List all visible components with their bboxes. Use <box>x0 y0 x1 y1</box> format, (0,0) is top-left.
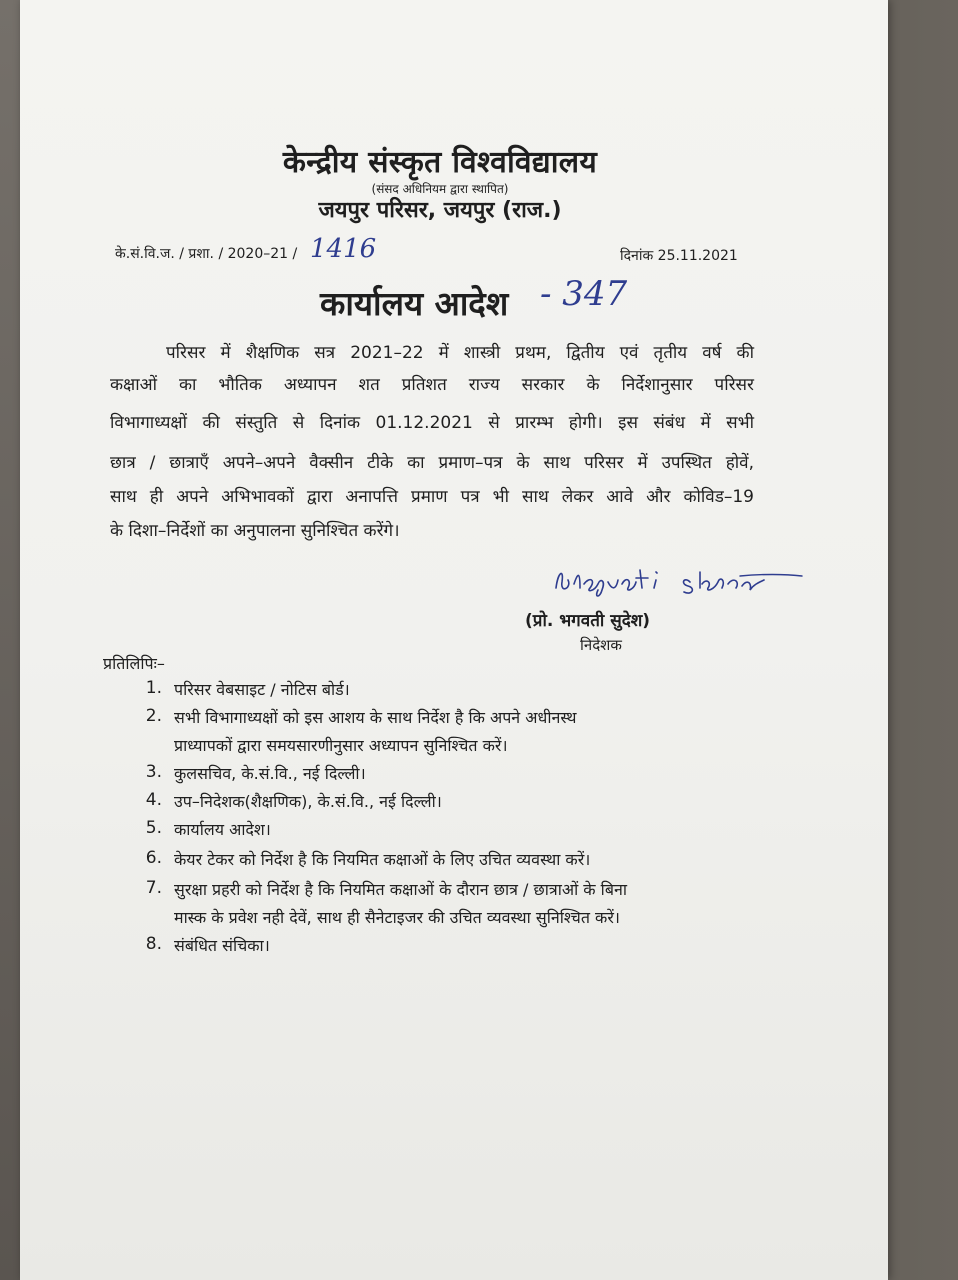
list-item: सभी विभागाध्यक्षों को इस आशय के साथ निर्देश है कि अपने अधीनस्थ <box>174 708 577 727</box>
list-item: संबंधित संचिका। <box>174 936 270 955</box>
list-item-number: 7. <box>145 878 162 898</box>
body-line: विभागाध्यक्षों की संस्तुति से दिनांक 01.12.2021 से प्रारम्भ होगी। इस संबंध में सभी <box>110 413 754 433</box>
list-item: कार्यालय आदेश। <box>174 820 271 839</box>
signature <box>550 558 810 602</box>
body-line: कक्षाओं का भौतिक अध्यापन शत प्रतिशत राज्य सरकार के निर्देशानुसार परिसर <box>110 375 754 395</box>
list-item-number: 4. <box>145 790 162 810</box>
handwritten-reference-number: 1416 <box>310 234 377 264</box>
list-item: उप–निदेशक(शैक्षणिक), के.सं.वि., नई दिल्ली। <box>174 792 442 811</box>
list-item-continuation: मास्क के प्रवेश नही देवें, साथ ही सैनेटाइजर की उचित व्यवस्था सुनिश्चित करें। <box>174 908 620 927</box>
desk-left-edge <box>0 0 20 1280</box>
list-item-number: 5. <box>145 818 162 838</box>
handwritten-order-number: - 347 <box>540 274 628 314</box>
university-title: केन्द्रीय संस्कृत विश्वविद्यालय <box>282 145 598 180</box>
order-heading: कार्यालय आदेश <box>320 284 509 323</box>
list-item-number: 3. <box>145 762 162 782</box>
list-item-number: 8. <box>145 934 162 954</box>
signatory-name: (प्रो. भगवती सुदेश) <box>525 611 651 631</box>
body-line: के दिशा–निर्देशों का अनुपालना सुनिश्चित करेंगे। <box>110 521 400 541</box>
list-item-number: 1. <box>145 678 162 698</box>
list-item: परिसर वेबसाइट / नोटिस बोर्ड। <box>174 680 350 699</box>
list-item: कुलसचिव, के.सं.वि., नई दिल्ली। <box>174 764 366 783</box>
signatory-designation: निदेशक <box>580 636 622 654</box>
list-item-number: 2. <box>145 706 162 726</box>
body-line: छात्र / छात्राएँ अपने–अपने वैक्सीन टीके का प्रमाण–पत्र के साथ परिसर में उपस्थित होवें, <box>110 453 754 473</box>
list-item: सुरक्षा प्रहरी को निर्देश है कि नियमित कक्षाओं के दौरान छात्र / छात्राओं के बिना <box>174 880 627 899</box>
list-item-continuation: प्राध्यापकों द्वारा समयसारणीनुसार अध्यापन सुनिश्चित करें। <box>174 736 508 755</box>
body-line: परिसर में शैक्षणिक सत्र 2021–22 में शास्त्री प्रथम, द्वितीय एवं तृतीय वर्ष की <box>166 343 754 363</box>
campus-name: जयपुर परिसर, जयपुर (राज.) <box>318 198 562 223</box>
body-line: साथ ही अपने अभिभावकों द्वारा अनापत्ति प्रमाण पत्र भी साथ लेकर आवे और कोविड–19 <box>110 487 754 507</box>
list-item: केयर टेकर को निर्देश है कि नियमित कक्षाओं के लिए उचित व्यवस्था करें। <box>174 850 591 869</box>
list-item-number: 6. <box>145 848 162 868</box>
document-page <box>20 0 888 1280</box>
copy-label: प्रतिलिपिः– <box>103 654 165 673</box>
reference-prefix: के.सं.वि.ज. / प्रशा. / 2020–21 / <box>115 246 298 262</box>
order-date: दिनांक 25.11.2021 <box>620 248 738 264</box>
establishment-note: (संसद अधिनियम द्वारा स्थापित) <box>371 182 509 196</box>
